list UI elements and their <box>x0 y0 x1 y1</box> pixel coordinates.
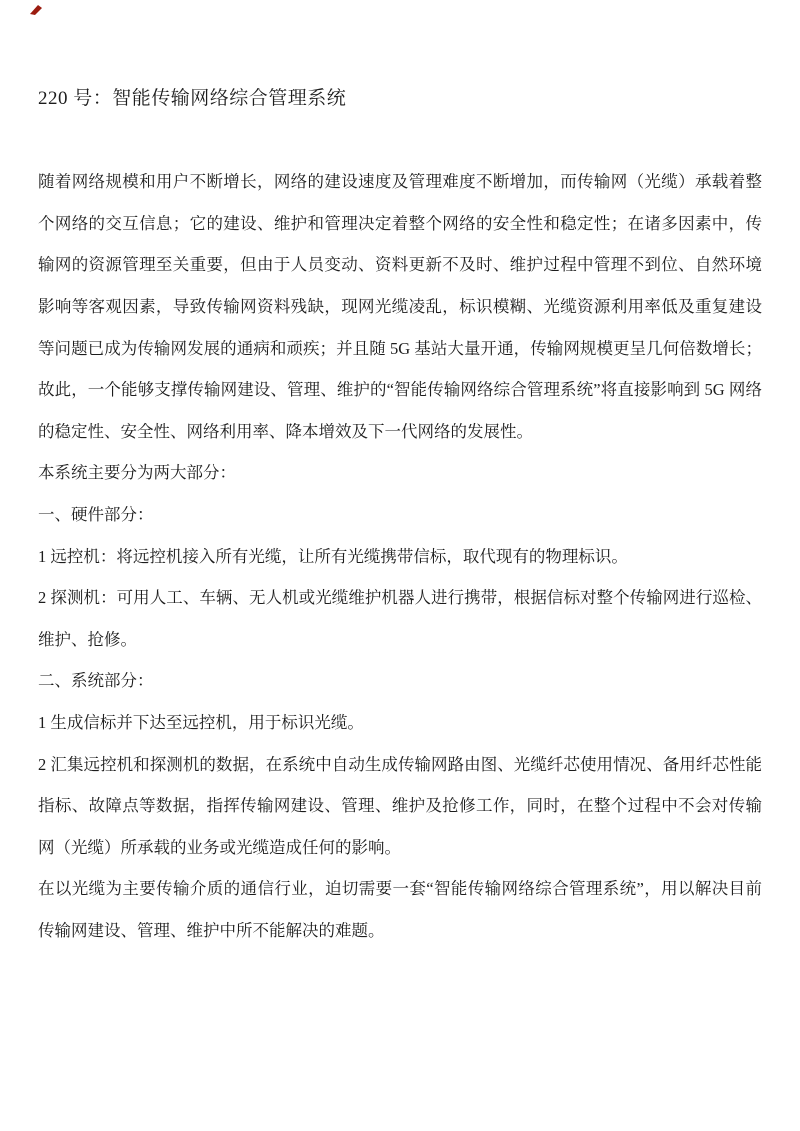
paragraph-intro: 随着网络规模和用户不断增长，网络的建设速度及管理难度不断增加，而传输网（光缆）承载着整个网络的交互信息；它的建设、维护和管理决定着整个网络的安全性和稳定性；在诸多因素中，传输网的资源管理至关重要，但由于人员变动、资料更新不及时、维护过程中管理不到位、自然环境影响等客观因素，导致传输网资料残缺，现网光缆凌乱，标识模糊、光缆资源利用率低及重复建设等问题已成为传输网发展的通病和顽疾；并且随 5G 基站大量开通，传输网规模更呈几何倍数增长；故此，一个能够支撑传输网建设、管理、维护的“智能传输网络综合管理系统”将直接影响到 5G 网络的稳定性、安全性、网络利用率、降本增效及下一代网络的发展性。 <box>38 172 762 441</box>
heading-hardware: 一、硬件部分： <box>38 504 154 524</box>
paragraph-list <box>38 161 762 951</box>
document-title: 220 号：智能传输网络综合管理系统 <box>38 88 347 109</box>
item-detector-unit: 2 探测机：可用人工、车辆、无人机或光缆维护机器人进行携带，根据信标对整个传输网进行巡检、维护、抢修。 <box>38 588 762 649</box>
item-remote-unit: 1 远控机：将远控机接入所有光缆，让所有光缆携带信标，取代现有的物理标识。 <box>38 546 628 566</box>
heading-system: 二、系统部分： <box>38 671 154 691</box>
item-data-collection: 2 汇集远控机和探测机的数据，在系统中自动生成传输网路由图、光缆纤芯使用情况、备用纤芯性能指标、故障点等数据，指挥传输网建设、管理、维护及抢修工作，同时，在整个过程中不会对传输网（光缆）所承载的业务或光缆造成任何的影响。 <box>38 754 762 857</box>
item-beacon: 1 生成信标并下达至远控机，用于标识光缆。 <box>38 712 364 732</box>
paragraph-overview: 本系统主要分为两大部分： <box>38 463 236 483</box>
paragraph-conclusion: 在以光缆为主要传输介质的通信行业，迫切需要一套“智能传输网络综合管理系统”，用以解决目前传输网建设、管理、维护中所不能解决的难题。 <box>38 879 762 940</box>
